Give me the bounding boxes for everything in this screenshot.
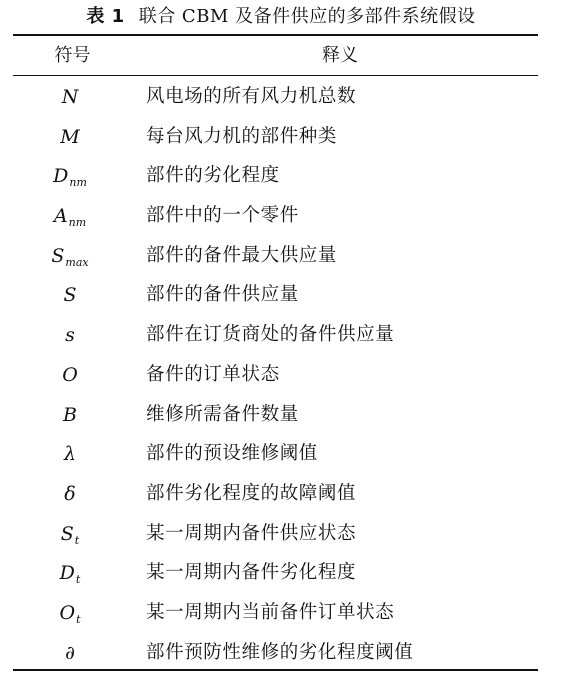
row-meaning: 部件的劣化程度 — [146, 165, 280, 187]
row-meaning: 部件的预设维修阈值 — [146, 443, 318, 465]
symbol-main: λ — [63, 443, 77, 466]
header-symbol: 符号 — [54, 45, 91, 66]
row-symbol — [0, 522, 140, 546]
row-symbol — [0, 641, 140, 665]
table-row — [0, 593, 562, 633]
row-meaning: 风电场的所有风力机总数 — [146, 86, 357, 107]
row-meaning: 某一周期内备件劣化程度 — [146, 562, 357, 584]
row-symbol — [0, 601, 140, 625]
symbol-main: A — [53, 205, 68, 228]
row-symbol — [0, 244, 140, 268]
symbol-main: O — [62, 363, 78, 386]
table-row — [0, 315, 562, 355]
table-row — [0, 117, 562, 157]
table-row — [0, 156, 562, 196]
row-meaning: 部件在订货商处的备件供应量 — [146, 324, 395, 346]
symbol-main: M — [60, 125, 80, 148]
table-title: 联合 CBM 及备件供应的多部件系统假设 — [138, 6, 476, 27]
table-row — [0, 77, 562, 117]
table-row — [0, 553, 562, 593]
row-symbol — [0, 85, 140, 109]
symbol-main: O — [59, 601, 76, 624]
symbol-main: δ — [64, 482, 76, 505]
top-rule — [13, 34, 538, 36]
table-row — [0, 514, 562, 554]
table-row — [0, 395, 562, 435]
row-meaning: 维修所需备件数量 — [146, 403, 299, 425]
row-meaning: 备件的订单状态 — [146, 363, 280, 385]
symbol-subscript: t — [74, 533, 80, 547]
table-row — [0, 236, 562, 276]
header-meaning: 释义 — [322, 45, 358, 66]
row-meaning: 部件中的一个零件 — [146, 205, 299, 227]
table-row — [0, 275, 562, 315]
row-symbol — [0, 363, 140, 387]
symbol-subscript: t — [75, 573, 81, 587]
symbol-main: S — [60, 522, 74, 545]
row-symbol — [0, 403, 140, 427]
row-meaning: 每台风力机的部件种类 — [146, 125, 338, 147]
table-row — [0, 196, 562, 236]
symbol-main: N — [61, 86, 79, 108]
symbol-main: B — [63, 403, 77, 426]
symbol-main: D — [53, 165, 69, 188]
symbol-main: S — [51, 244, 65, 267]
table-row — [0, 355, 562, 395]
row-meaning: 某一周期内当前备件订单状态 — [146, 601, 395, 623]
row-symbol — [0, 323, 140, 347]
header-rule — [13, 75, 538, 76]
table-body — [0, 77, 562, 672]
symbol-subscript: max — [65, 255, 89, 269]
symbol-subscript: t — [76, 612, 81, 626]
table-number: 表 1 — [86, 6, 125, 27]
table-row — [0, 434, 562, 474]
row-meaning: 部件的备件供应量 — [146, 284, 299, 306]
symbol-main: ∂ — [65, 641, 75, 664]
symbol-main: s — [65, 324, 75, 347]
symbol-subscript: nm — [69, 176, 87, 190]
row-meaning: 部件的备件最大供应量 — [146, 244, 338, 266]
table-row — [0, 474, 562, 514]
row-symbol — [0, 204, 140, 228]
row-meaning: 部件劣化程度的故障阈值 — [146, 482, 357, 504]
row-symbol — [0, 283, 140, 307]
row-symbol — [0, 164, 140, 188]
row-symbol — [0, 125, 140, 149]
bottom-rule — [13, 669, 538, 671]
row-symbol — [0, 561, 140, 585]
table-caption — [0, 6, 562, 28]
symbol-main: D — [59, 562, 75, 585]
row-meaning: 某一周期内备件供应状态 — [146, 522, 357, 544]
row-symbol — [0, 442, 140, 466]
row-symbol — [0, 482, 140, 506]
table-row — [0, 633, 562, 673]
symbol-main: S — [63, 284, 77, 307]
symbol-subscript: nm — [68, 216, 87, 230]
row-meaning: 部件预防性维修的劣化程度阈值 — [146, 641, 414, 663]
